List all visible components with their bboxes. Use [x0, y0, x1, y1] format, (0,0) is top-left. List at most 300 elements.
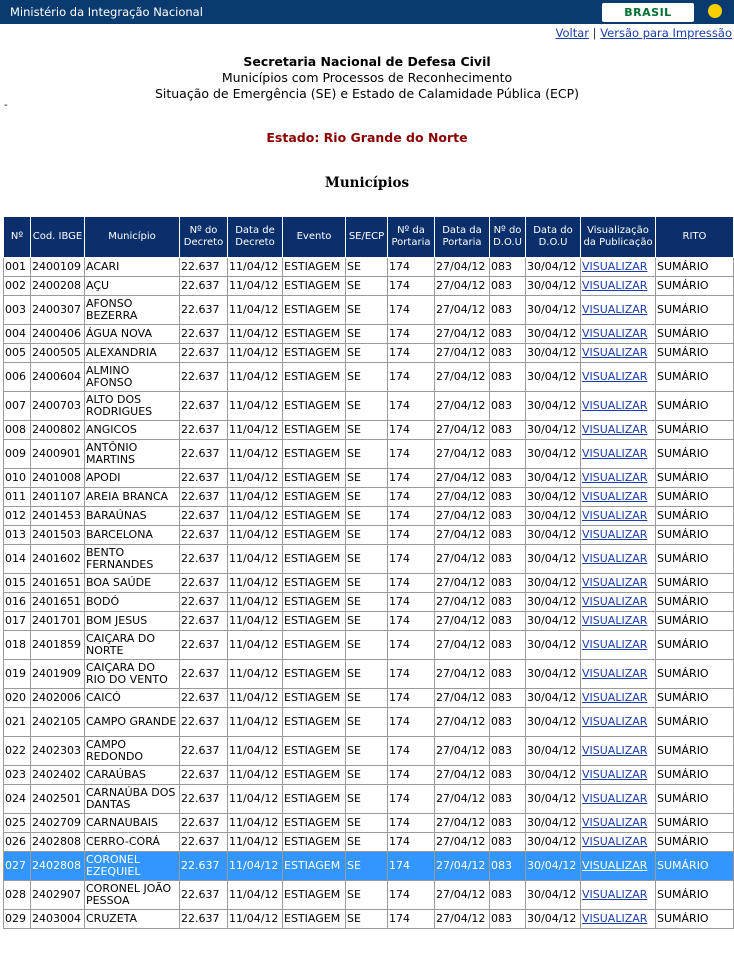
table-row[interactable]	[4, 421, 734, 440]
rito-cell: SUMÁRIO	[656, 612, 734, 631]
dou-number-cell: 083	[490, 785, 526, 814]
municipality-cell: CORONEL JOÃO PESSOA	[85, 881, 180, 910]
ordinance-number-cell: 174	[388, 737, 435, 766]
dou-number-cell: 083	[490, 363, 526, 392]
row-number-cell: 017	[4, 612, 31, 631]
municipality-cell: BODÓ	[85, 593, 180, 612]
row-number-cell: 022	[4, 737, 31, 766]
ordinance-date-cell: 27/04/12	[435, 545, 490, 574]
event-cell: ESTIAGEM	[283, 469, 346, 488]
event-cell: ESTIAGEM	[283, 881, 346, 910]
row-number-cell: 010	[4, 469, 31, 488]
table-row[interactable]	[4, 440, 734, 469]
decree-date-cell: 11/04/12	[228, 660, 283, 689]
se-ecp-cell: SE	[346, 488, 388, 507]
publication-cell	[581, 612, 656, 631]
se-ecp-cell: SE	[346, 612, 388, 631]
ordinance-date-cell: 27/04/12	[435, 814, 490, 833]
ordinance-number-cell: 174	[388, 708, 435, 737]
decree-date-cell: 11/04/12	[228, 258, 283, 277]
ibge-code-cell: 2402808	[31, 852, 85, 881]
publication-cell	[581, 526, 656, 545]
se-ecp-cell: SE	[346, 689, 388, 708]
dou-date-cell: 30/04/12	[526, 469, 581, 488]
visualize-link[interactable]: VISUALIZAR	[582, 447, 648, 460]
state-heading: Estado: Rio Grande do Norte	[266, 130, 468, 145]
ordinance-number-cell: 174	[388, 766, 435, 785]
dou-date-cell: 30/04/12	[526, 737, 581, 766]
table-row[interactable]	[4, 631, 734, 660]
dou-number-cell: 083	[490, 737, 526, 766]
se-ecp-cell: SE	[346, 631, 388, 660]
dou-date-cell: 30/04/12	[526, 593, 581, 612]
municipality-cell: AREIA BRANCA	[85, 488, 180, 507]
dou-number-cell: 083	[490, 469, 526, 488]
table-row[interactable]	[4, 910, 734, 929]
se-ecp-cell: SE	[346, 440, 388, 469]
se-ecp-cell: SE	[346, 833, 388, 852]
event-cell: ESTIAGEM	[283, 660, 346, 689]
decree-date-cell: 11/04/12	[228, 392, 283, 421]
rito-cell: SUMÁRIO	[656, 440, 734, 469]
rito-cell: SUMÁRIO	[656, 325, 734, 344]
publication-cell	[581, 574, 656, 593]
decree-number-cell: 22.637	[180, 785, 228, 814]
table-row[interactable]	[4, 277, 734, 296]
table-row[interactable]	[4, 325, 734, 344]
dou-date-cell: 30/04/12	[526, 344, 581, 363]
se-ecp-cell: SE	[346, 277, 388, 296]
event-cell: ESTIAGEM	[283, 440, 346, 469]
row-number-cell: 020	[4, 689, 31, 708]
decree-date-cell: 11/04/12	[228, 545, 283, 574]
event-cell: ESTIAGEM	[283, 488, 346, 507]
ordinance-number-cell: 174	[388, 277, 435, 296]
decree-number-cell: 22.637	[180, 545, 228, 574]
dou-number-cell: 083	[490, 631, 526, 660]
publication-cell	[581, 440, 656, 469]
table-row[interactable]	[4, 363, 734, 392]
visualize-link[interactable]: VISUALIZAR	[582, 423, 648, 436]
visualize-link[interactable]: VISUALIZAR	[582, 509, 648, 522]
event-cell: ESTIAGEM	[283, 708, 346, 737]
municipalities-table	[3, 216, 734, 929]
dou-date-cell: 30/04/12	[526, 258, 581, 277]
municipality-cell: BARCELONA	[85, 526, 180, 545]
publication-cell	[581, 852, 656, 881]
decree-number-cell: 22.637	[180, 392, 228, 421]
municipality-cell: CAMPO REDONDO	[85, 737, 180, 766]
visualize-link[interactable]: VISUALIZAR	[582, 346, 648, 359]
dou-date-cell: 30/04/12	[526, 526, 581, 545]
rito-cell: SUMÁRIO	[656, 631, 734, 660]
visualize-link[interactable]: VISUALIZAR	[582, 912, 648, 925]
ordinance-date-cell: 27/04/12	[435, 363, 490, 392]
header-cell: Data da Portaria	[435, 217, 490, 258]
top-links	[0, 24, 734, 40]
municipality-cell: BENTO FERNANDES	[85, 545, 180, 574]
ordinance-date-cell: 27/04/12	[435, 593, 490, 612]
decree-date-cell: 11/04/12	[228, 440, 283, 469]
municipality-cell: CARAÚBAS	[85, 766, 180, 785]
visualize-link[interactable]: VISUALIZAR	[582, 691, 648, 704]
ordinance-date-cell: 27/04/12	[435, 258, 490, 277]
municipality-cell: CAIÇARA DO NORTE	[85, 631, 180, 660]
print-version-link[interactable]: Versão para Impressão	[600, 26, 732, 40]
visualize-link[interactable]: VISUALIZAR	[582, 835, 648, 848]
dou-date-cell: 30/04/12	[526, 766, 581, 785]
ordinance-number-cell: 174	[388, 881, 435, 910]
dou-date-cell: 30/04/12	[526, 612, 581, 631]
decree-date-cell: 11/04/12	[228, 814, 283, 833]
rito-cell: SUMÁRIO	[656, 814, 734, 833]
rito-cell: SUMÁRIO	[656, 660, 734, 689]
ordinance-number-cell: 174	[388, 488, 435, 507]
event-cell: ESTIAGEM	[283, 814, 346, 833]
table-row[interactable]	[4, 507, 734, 526]
event-cell: ESTIAGEM	[283, 612, 346, 631]
ordinance-date-cell: 27/04/12	[435, 325, 490, 344]
header-cell: Município	[85, 217, 180, 258]
ibge-code-cell: 2400208	[31, 277, 85, 296]
table-row[interactable]	[4, 392, 734, 421]
ibge-code-cell: 2400703	[31, 392, 85, 421]
row-number-cell: 023	[4, 766, 31, 785]
page-subtitle-1: Municípios com Processos de Reconhecimento	[221, 70, 513, 85]
dou-number-cell: 083	[490, 881, 526, 910]
header-cell: Nº do D.O.U	[490, 217, 526, 258]
dou-number-cell: 083	[490, 689, 526, 708]
header-cell: Data de Decreto	[228, 217, 283, 258]
row-number-cell: 009	[4, 440, 31, 469]
municipality-cell: ÁGUA NOVA	[85, 325, 180, 344]
se-ecp-cell: SE	[346, 574, 388, 593]
ibge-code-cell: 2403004	[31, 910, 85, 929]
rito-cell: SUMÁRIO	[656, 507, 734, 526]
visualize-link[interactable]: VISUALIZAR	[582, 859, 648, 872]
ibge-code-cell: 2401651	[31, 574, 85, 593]
table-row[interactable]	[4, 737, 734, 766]
visualize-link[interactable]: VISUALIZAR	[582, 744, 648, 757]
ibge-code-cell: 2402808	[31, 833, 85, 852]
table-row[interactable]	[4, 488, 734, 507]
row-number-cell: 028	[4, 881, 31, 910]
dou-date-cell: 30/04/12	[526, 852, 581, 881]
row-number-cell: 008	[4, 421, 31, 440]
event-cell: ESTIAGEM	[283, 258, 346, 277]
ordinance-number-cell: 174	[388, 469, 435, 488]
decree-number-cell: 22.637	[180, 574, 228, 593]
table-row[interactable]	[4, 593, 734, 612]
rito-cell: SUMÁRIO	[656, 469, 734, 488]
publication-cell	[581, 363, 656, 392]
event-cell: ESTIAGEM	[283, 574, 346, 593]
decree-number-cell: 22.637	[180, 631, 228, 660]
ibge-code-cell: 2400901	[31, 440, 85, 469]
decree-number-cell: 22.637	[180, 766, 228, 785]
decree-number-cell: 22.637	[180, 469, 228, 488]
publication-cell	[581, 277, 656, 296]
publication-cell	[581, 881, 656, 910]
ordinance-number-cell: 174	[388, 440, 435, 469]
rito-cell: SUMÁRIO	[656, 737, 734, 766]
publication-cell	[581, 814, 656, 833]
event-cell: ESTIAGEM	[283, 545, 346, 574]
visualize-link[interactable]: VISUALIZAR	[582, 552, 648, 565]
publication-cell	[581, 296, 656, 325]
ibge-code-cell: 2402709	[31, 814, 85, 833]
decree-date-cell: 11/04/12	[228, 277, 283, 296]
dou-date-cell: 30/04/12	[526, 507, 581, 526]
dou-date-cell: 30/04/12	[526, 545, 581, 574]
header-cell: Data do D.O.U	[526, 217, 581, 258]
ordinance-date-cell: 27/04/12	[435, 631, 490, 660]
ordinance-date-cell: 27/04/12	[435, 910, 490, 929]
ordinance-date-cell: 27/04/12	[435, 277, 490, 296]
table-row[interactable]	[4, 574, 734, 593]
visualize-link[interactable]: VISUALIZAR	[582, 279, 648, 292]
event-cell: ESTIAGEM	[283, 363, 346, 392]
ordinance-number-cell: 174	[388, 593, 435, 612]
visualize-link[interactable]: VISUALIZAR	[582, 888, 648, 901]
ordinance-date-cell: 27/04/12	[435, 766, 490, 785]
event-cell: ESTIAGEM	[283, 507, 346, 526]
decree-date-cell: 11/04/12	[228, 689, 283, 708]
se-ecp-cell: SE	[346, 325, 388, 344]
event-cell: ESTIAGEM	[283, 737, 346, 766]
decree-date-cell: 11/04/12	[228, 421, 283, 440]
ordinance-date-cell: 27/04/12	[435, 574, 490, 593]
table-row[interactable]	[4, 766, 734, 785]
ordinance-number-cell: 174	[388, 325, 435, 344]
decree-date-cell: 11/04/12	[228, 910, 283, 929]
municipality-cell: CARNAÚBA DOS DANTAS	[85, 785, 180, 814]
dou-date-cell: 30/04/12	[526, 488, 581, 507]
decree-number-cell: 22.637	[180, 421, 228, 440]
ordinance-number-cell: 174	[388, 814, 435, 833]
ordinance-date-cell: 27/04/12	[435, 881, 490, 910]
se-ecp-cell: SE	[346, 296, 388, 325]
table-row[interactable]	[4, 689, 734, 708]
table-row[interactable]	[4, 612, 734, 631]
table-row[interactable]	[4, 852, 734, 881]
event-cell: ESTIAGEM	[283, 296, 346, 325]
publication-cell	[581, 660, 656, 689]
rito-cell: SUMÁRIO	[656, 593, 734, 612]
table-row[interactable]	[4, 660, 734, 689]
visualize-link[interactable]: VISUALIZAR	[582, 715, 648, 728]
visualize-link[interactable]: VISUALIZAR	[582, 303, 648, 316]
ordinance-number-cell: 174	[388, 910, 435, 929]
row-number-cell: 018	[4, 631, 31, 660]
visualize-link[interactable]: VISUALIZAR	[582, 576, 648, 589]
ordinance-date-cell: 27/04/12	[435, 526, 490, 545]
se-ecp-cell: SE	[346, 593, 388, 612]
se-ecp-cell: SE	[346, 258, 388, 277]
event-cell: ESTIAGEM	[283, 526, 346, 545]
decree-number-cell: 22.637	[180, 277, 228, 296]
event-cell: ESTIAGEM	[283, 344, 346, 363]
decree-number-cell: 22.637	[180, 689, 228, 708]
row-number-cell: 021	[4, 708, 31, 737]
municipality-cell: ACARI	[85, 258, 180, 277]
row-number-cell: 007	[4, 392, 31, 421]
municipality-cell: BARAÚNAS	[85, 507, 180, 526]
decree-date-cell: 11/04/12	[228, 852, 283, 881]
ordinance-date-cell: 27/04/12	[435, 421, 490, 440]
publication-cell	[581, 689, 656, 708]
link-separator: |	[592, 26, 597, 40]
ibge-code-cell: 2401701	[31, 612, 85, 631]
dou-date-cell: 30/04/12	[526, 660, 581, 689]
rito-cell: SUMÁRIO	[656, 296, 734, 325]
municipality-cell: CAICÓ	[85, 689, 180, 708]
table-row[interactable]	[4, 526, 734, 545]
publication-cell	[581, 545, 656, 574]
row-number-cell: 026	[4, 833, 31, 852]
table-row[interactable]	[4, 469, 734, 488]
ordinance-number-cell: 174	[388, 526, 435, 545]
header-cell: Evento	[283, 217, 346, 258]
publication-cell	[581, 325, 656, 344]
row-number-cell: 011	[4, 488, 31, 507]
visualize-link[interactable]: VISUALIZAR	[582, 471, 648, 484]
visualize-link[interactable]: VISUALIZAR	[582, 490, 648, 503]
ordinance-date-cell: 27/04/12	[435, 785, 490, 814]
publication-cell	[581, 631, 656, 660]
ibge-code-cell: 2401909	[31, 660, 85, 689]
decree-number-cell: 22.637	[180, 852, 228, 881]
municipality-cell: CRUZETA	[85, 910, 180, 929]
ordinance-number-cell: 174	[388, 392, 435, 421]
rito-cell: SUMÁRIO	[656, 852, 734, 881]
event-cell: ESTIAGEM	[283, 325, 346, 344]
ordinance-date-cell: 27/04/12	[435, 507, 490, 526]
rito-cell: SUMÁRIO	[656, 344, 734, 363]
se-ecp-cell: SE	[346, 660, 388, 689]
dou-date-cell: 30/04/12	[526, 708, 581, 737]
visualize-link[interactable]: VISUALIZAR	[582, 792, 648, 805]
dou-number-cell: 083	[490, 708, 526, 737]
dou-number-cell: 083	[490, 258, 526, 277]
table-row[interactable]	[4, 708, 734, 737]
decree-date-cell: 11/04/12	[228, 574, 283, 593]
header-cell: Nº	[4, 217, 31, 258]
visualize-link[interactable]: VISUALIZAR	[582, 260, 648, 273]
ibge-code-cell: 2402402	[31, 766, 85, 785]
visualize-link[interactable]: VISUALIZAR	[582, 638, 648, 651]
decree-date-cell: 11/04/12	[228, 488, 283, 507]
dou-date-cell: 30/04/12	[526, 363, 581, 392]
decree-date-cell: 11/04/12	[228, 363, 283, 392]
decree-number-cell: 22.637	[180, 737, 228, 766]
municipality-cell: CAIÇARA DO RIO DO VENTO	[85, 660, 180, 689]
dou-date-cell: 30/04/12	[526, 440, 581, 469]
row-number-cell: 027	[4, 852, 31, 881]
dou-number-cell: 083	[490, 574, 526, 593]
decree-date-cell: 11/04/12	[228, 325, 283, 344]
table-row[interactable]	[4, 833, 734, 852]
ordinance-date-cell: 27/04/12	[435, 440, 490, 469]
visualize-link[interactable]: VISUALIZAR	[582, 595, 648, 608]
se-ecp-cell: SE	[346, 344, 388, 363]
visualize-link[interactable]: VISUALIZAR	[582, 370, 648, 383]
ibge-code-cell: 2400604	[31, 363, 85, 392]
publication-cell	[581, 708, 656, 737]
visualize-link[interactable]: VISUALIZAR	[582, 327, 648, 340]
table-row[interactable]	[4, 545, 734, 574]
visualize-link[interactable]: VISUALIZAR	[582, 768, 648, 781]
event-cell: ESTIAGEM	[283, 421, 346, 440]
back-link[interactable]: Voltar	[555, 26, 590, 40]
table-row[interactable]	[4, 785, 734, 814]
publication-cell	[581, 488, 656, 507]
ibge-code-cell: 2400406	[31, 325, 85, 344]
se-ecp-cell: SE	[346, 814, 388, 833]
municipality-cell: ALTO DOS RODRIGUES	[85, 392, 180, 421]
publication-cell	[581, 910, 656, 929]
ordinance-number-cell: 174	[388, 363, 435, 392]
decree-date-cell: 11/04/12	[228, 344, 283, 363]
ibge-code-cell: 2401859	[31, 631, 85, 660]
table-row[interactable]	[4, 814, 734, 833]
se-ecp-cell: SE	[346, 881, 388, 910]
ibge-code-cell: 2400505	[31, 344, 85, 363]
visualize-link[interactable]: VISUALIZAR	[582, 399, 648, 412]
table-row[interactable]	[4, 296, 734, 325]
decree-date-cell: 11/04/12	[228, 593, 283, 612]
brasil-logo[interactable]: BRASIL	[602, 3, 694, 22]
visualize-link[interactable]: VISUALIZAR	[582, 667, 648, 680]
decree-date-cell: 11/04/12	[228, 708, 283, 737]
dou-number-cell: 083	[490, 814, 526, 833]
flag-icon	[708, 4, 722, 18]
dou-number-cell: 083	[490, 421, 526, 440]
table-row[interactable]	[4, 344, 734, 363]
rito-cell: SUMÁRIO	[656, 488, 734, 507]
ibge-code-cell: 2402501	[31, 785, 85, 814]
ordinance-number-cell: 174	[388, 545, 435, 574]
rito-cell: SUMÁRIO	[656, 881, 734, 910]
decree-date-cell: 11/04/12	[228, 507, 283, 526]
rito-cell: SUMÁRIO	[656, 392, 734, 421]
dou-date-cell: 30/04/12	[526, 421, 581, 440]
ibge-code-cell: 2401602	[31, 545, 85, 574]
se-ecp-cell: SE	[346, 363, 388, 392]
rito-cell: SUMÁRIO	[656, 526, 734, 545]
visualize-link[interactable]: VISUALIZAR	[582, 816, 648, 829]
visualize-link[interactable]: VISUALIZAR	[582, 528, 648, 541]
event-cell: ESTIAGEM	[283, 277, 346, 296]
rito-cell: SUMÁRIO	[656, 421, 734, 440]
event-cell: ESTIAGEM	[283, 631, 346, 660]
se-ecp-cell: SE	[346, 910, 388, 929]
dou-date-cell: 30/04/12	[526, 574, 581, 593]
dou-number-cell: 083	[490, 440, 526, 469]
page-title: Secretaria Nacional de Defesa Civil	[243, 54, 491, 69]
ordinance-number-cell: 174	[388, 660, 435, 689]
dou-date-cell: 30/04/12	[526, 631, 581, 660]
table-row[interactable]	[4, 258, 734, 277]
section-title: Municípios	[324, 175, 410, 191]
dou-number-cell: 083	[490, 545, 526, 574]
dou-date-cell: 30/04/12	[526, 325, 581, 344]
ordinance-date-cell: 27/04/12	[435, 708, 490, 737]
ordinance-date-cell: 27/04/12	[435, 392, 490, 421]
decree-date-cell: 11/04/12	[228, 737, 283, 766]
table-row[interactable]	[4, 881, 734, 910]
visualize-link[interactable]: VISUALIZAR	[582, 614, 648, 627]
